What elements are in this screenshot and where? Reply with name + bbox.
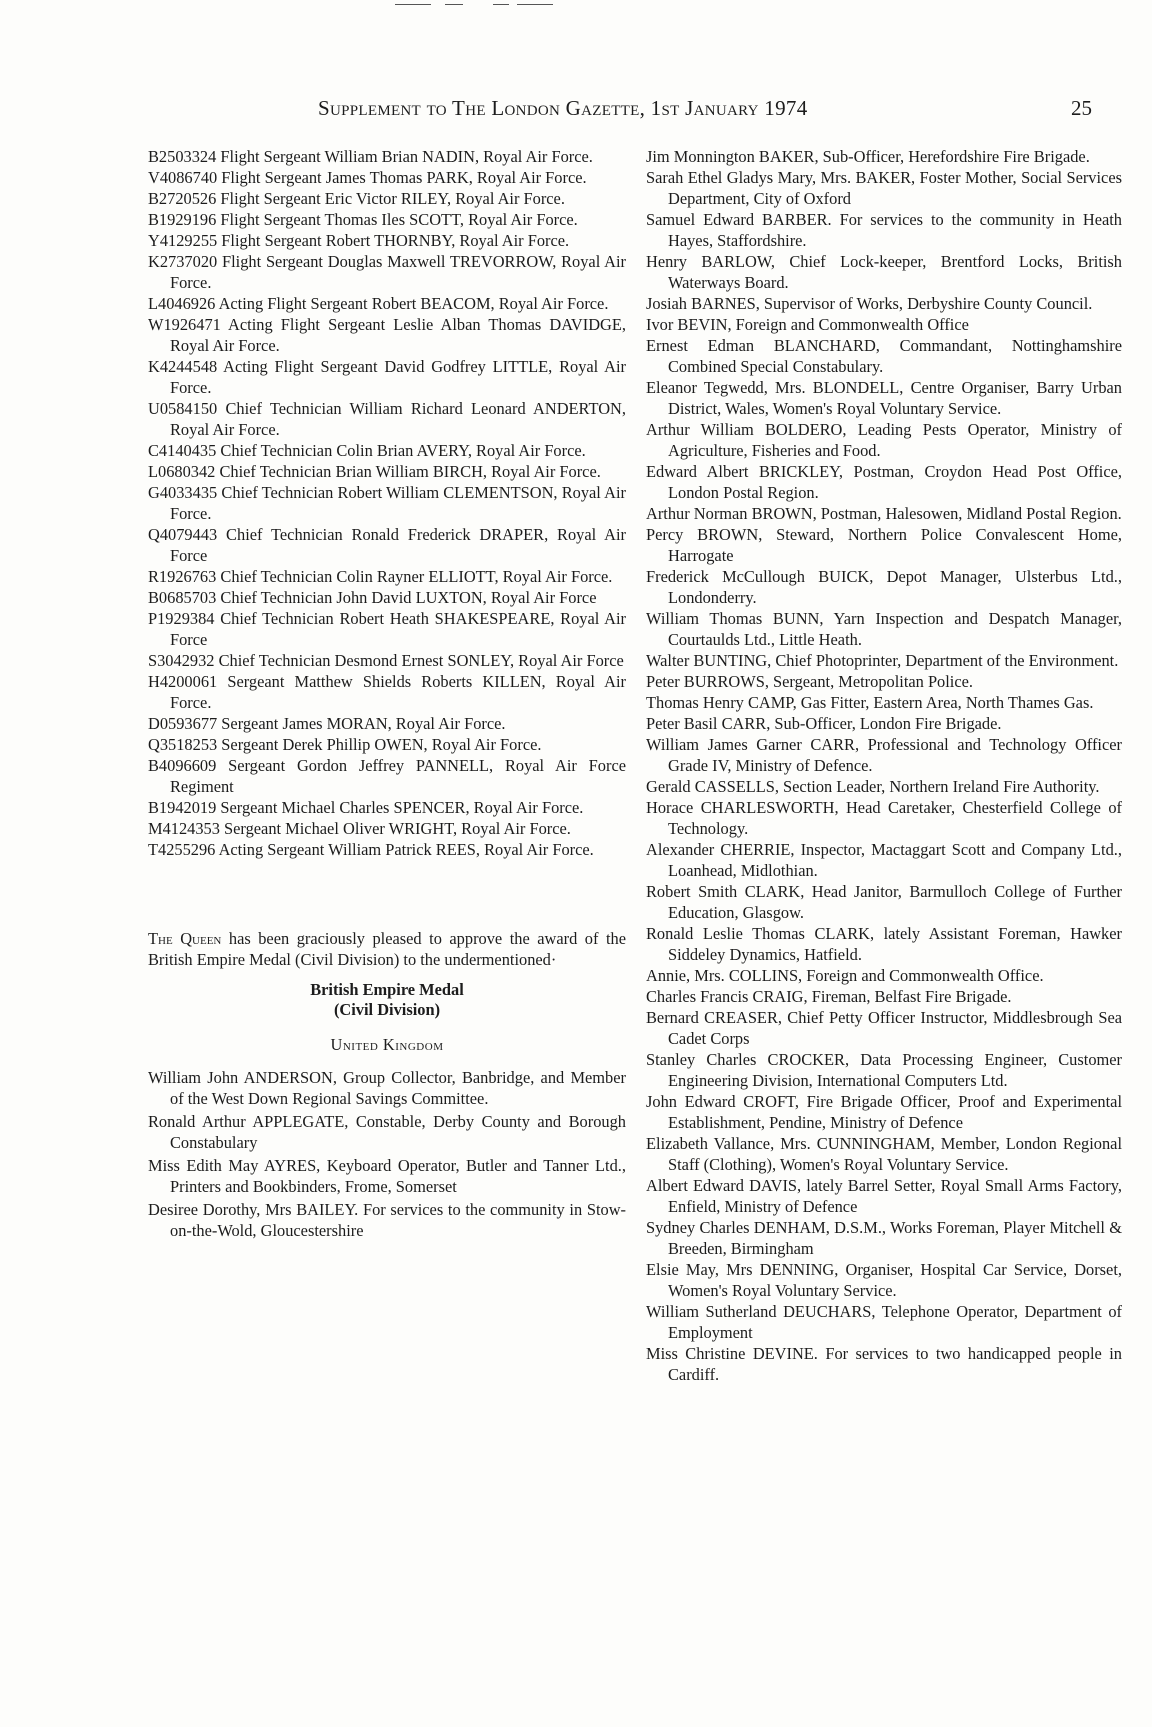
- list-item: Sarah Ethel Gladys Mary, Mrs. BAKER, Foster Mother, Social Services Department, City of Oxford: [646, 168, 1122, 208]
- list-item: Percy BROWN, Steward, Northern Police Convalescent Home, Harrogate: [646, 525, 1122, 565]
- list-item: Peter BURROWS, Sergeant, Metropolitan Police.: [646, 672, 974, 691]
- list-item: B0685703 Chief Technician John David LUXTON, Royal Air Force: [148, 588, 597, 607]
- list-item: M4124353 Sergeant Michael Oliver WRIGHT, Royal Air Force.: [148, 819, 571, 838]
- list-item: K4244548 Acting Flight Sergeant David Godfrey LITTLE, Royal Air Force.: [148, 357, 626, 397]
- civil-entries: [148, 1067, 626, 1241]
- list-item: Alexander CHERRIE, Inspector, Mactaggart Scott and Company Ltd., Loanhead, Midlothian.: [646, 840, 1122, 880]
- list-item: Robert Smith CLARK, Head Janitor, Barmulloch College of Further Education, Glasgow.: [646, 882, 1122, 922]
- right-column: [646, 146, 1122, 1385]
- list-item: Frederick McCullough BUICK, Depot Manager, Ulsterbus Ltd., Londonderry.: [646, 567, 1122, 607]
- list-item: Elizabeth Vallance, Mrs. CUNNINGHAM, Member, London Regional Staff (Clothing), Women's Royal Voluntary Service.: [646, 1134, 1122, 1174]
- list-item: B2503324 Flight Sergeant William Brian NADIN, Royal Air Force.: [148, 147, 593, 166]
- list-item: William Sutherland DEUCHARS, Telephone Operator, Department of Employment: [646, 1302, 1122, 1342]
- list-item: Stanley Charles CROCKER, Data Processing Engineer, Customer Engineering Division, International Computers Ltd.: [646, 1050, 1122, 1090]
- list-item: V4086740 Flight Sergeant James Thomas PARK, Royal Air Force.: [148, 168, 587, 187]
- list-item: R1926763 Chief Technician Colin Rayner ELLIOTT, Royal Air Force.: [148, 567, 613, 586]
- list-item: William John ANDERSON, Group Collector, Banbridge, and Member of the West Down Regional Savings Committee.: [148, 1068, 626, 1108]
- list-item: Miss Christine DEVINE. For services to two handicapped people in Cardiff.: [646, 1344, 1122, 1384]
- list-item: Desiree Dorothy, Mrs BAILEY. For services to the community in Stow-on-the-Wold, Gloucestershire: [148, 1200, 626, 1240]
- announcement-text: has been graciously pleased to approve the award of the British Empire Medal (Civil Division) to the undermentioned·: [148, 929, 626, 969]
- list-item: Charles Francis CRAIG, Fireman, Belfast Fire Brigade.: [646, 987, 1012, 1006]
- list-item: Thomas Henry CAMP, Gas Fitter, Eastern Area, North Thames Gas.: [646, 693, 1094, 712]
- list-item: Josiah BARNES, Supervisor of Works, Derbyshire County Council.: [646, 294, 1093, 313]
- section-title-line2: (Civil Division): [333, 1000, 441, 1019]
- list-item: Q3518253 Sergeant Derek Phillip OWEN, Royal Air Force.: [148, 735, 542, 754]
- list-item: P1929384 Chief Technician Robert Heath SHAKESPEARE, Royal Air Force: [148, 609, 626, 649]
- list-item: William James Garner CARR, Professional and Technology Officer Grade IV, Ministry of Defence.: [646, 735, 1122, 775]
- left-column: [148, 146, 626, 1243]
- announcement-paragraph: [148, 928, 626, 970]
- list-item: H4200061 Sergeant Matthew Shields Roberts KILLEN, Royal Air Force.: [148, 672, 626, 712]
- list-item: B2720526 Flight Sergeant Eric Victor RILEY, Royal Air Force.: [148, 189, 565, 208]
- list-item: Ronald Arthur APPLEGATE, Constable, Derby County and Borough Constabulary: [148, 1112, 626, 1152]
- list-item: Sydney Charles DENHAM, D.S.M., Works Foreman, Player Mitchell & Breeden, Birmingham: [646, 1218, 1122, 1258]
- list-item: Ronald Leslie Thomas CLARK, lately Assistant Foreman, Hawker Siddeley Dynamics, Hatfield.: [646, 924, 1122, 964]
- list-item: Annie, Mrs. COLLINS, Foreign and Commonwealth Office.: [646, 966, 1044, 985]
- list-item: T4255296 Acting Sergeant William Patrick REES, Royal Air Force.: [148, 840, 594, 859]
- list-item: William Thomas BUNN, Yarn Inspection and Despatch Manager, Courtaulds Ltd., Little Heath.: [646, 609, 1122, 649]
- list-item: S3042932 Chief Technician Desmond Ernest SONLEY, Royal Air Force: [148, 651, 624, 670]
- list-item: Henry BARLOW, Chief Lock-keeper, Brentford Locks, British Waterways Board.: [646, 252, 1122, 292]
- list-item: Ernest Edman BLANCHARD, Commandant, Nottinghamshire Combined Special Constabulary.: [646, 336, 1122, 376]
- list-item: C4140435 Chief Technician Colin Brian AVERY, Royal Air Force.: [148, 441, 586, 460]
- list-item: W1926471 Acting Flight Sergeant Leslie Alban Thomas DAVIDGE, Royal Air Force.: [148, 315, 626, 355]
- list-item: L0680342 Chief Technician Brian William BIRCH, Royal Air Force.: [148, 462, 601, 481]
- list-item: Albert Edward DAVIS, lately Barrel Setter, Royal Small Arms Factory, Enfield, Ministry of Defence: [646, 1176, 1122, 1216]
- list-item: Horace CHARLESWORTH, Head Caretaker, Chesterfield College of Technology.: [646, 798, 1122, 838]
- list-item: Arthur Norman BROWN, Postman, Halesowen, Midland Postal Region.: [646, 504, 1122, 523]
- list-item: Walter BUNTING, Chief Photoprinter, Department of the Environment.: [646, 651, 1119, 670]
- list-item: Edward Albert BRICKLEY, Postman, Croydon Head Post Office, London Postal Region.: [646, 462, 1122, 502]
- list-item: U0584150 Chief Technician William Richard Leonard ANDERTON, Royal Air Force.: [148, 399, 626, 439]
- list-item: Samuel Edward BARBER. For services to the community in Heath Hayes, Staffordshire.: [646, 210, 1122, 250]
- list-item: Gerald CASSELLS, Section Leader, Northern Ireland Fire Authority.: [646, 777, 1100, 796]
- section-title-line1: British Empire Medal: [310, 980, 464, 999]
- list-item: Peter Basil CARR, Sub-Officer, London Fire Brigade.: [646, 714, 1002, 733]
- list-item: Arthur William BOLDERO, Leading Pests Operator, Ministry of Agriculture, Fisheries and Food.: [646, 420, 1122, 460]
- raf-entries: [148, 146, 626, 860]
- page-number: 25: [1071, 96, 1092, 120]
- list-item: G4033435 Chief Technician Robert William CLEMENTSON, Royal Air Force.: [148, 483, 626, 523]
- list-item: Y4129255 Flight Sergeant Robert THORNBY, Royal Air Force.: [148, 231, 570, 250]
- list-item: B4096609 Sergeant Gordon Jeffrey PANNELL, Royal Air Force Regiment: [148, 756, 626, 796]
- list-item: B1929196 Flight Sergeant Thomas Iles SCOTT, Royal Air Force.: [148, 210, 578, 229]
- list-item: John Edward CROFT, Fire Brigade Officer, Proof and Experimental Establishment, Pendine, Ministry of Defence: [646, 1092, 1122, 1132]
- section-title: [148, 980, 626, 1020]
- list-item: B1942019 Sergeant Michael Charles SPENCER, Royal Air Force.: [148, 798, 584, 817]
- list-item: Bernard CREASER, Chief Petty Officer Instructor, Middlesbrough Sea Cadet Corps: [646, 1008, 1122, 1048]
- list-item: K2737020 Flight Sergeant Douglas Maxwell TREVORROW, Royal Air Force.: [148, 252, 626, 292]
- list-item: Ivor BEVIN, Foreign and Commonwealth Office: [646, 315, 969, 334]
- list-item: Elsie May, Mrs DENNING, Organiser, Hospital Car Service, Dorset, Women's Royal Voluntary Service.: [646, 1260, 1122, 1300]
- list-item: Jim Monnington BAKER, Sub-Officer, Herefordshire Fire Brigade.: [646, 147, 1090, 166]
- announcement-lead: The Queen: [148, 929, 222, 948]
- page-header: [318, 96, 1092, 121]
- list-item: Eleanor Tegwedd, Mrs. BLONDELL, Centre Organiser, Barry Urban District, Wales, Women's Royal Voluntary Service.: [646, 378, 1122, 418]
- list-item: Miss Edith May AYRES, Keyboard Operator, Butler and Tanner Ltd., Printers and Bookbinders, Frome, Somerset: [148, 1156, 626, 1196]
- list-item: D0593677 Sergeant James MORAN, Royal Air Force.: [148, 714, 506, 733]
- list-item: Q4079443 Chief Technician Ronald Frederick DRAPER, Royal Air Force: [148, 525, 626, 565]
- gazette-title: Supplement to The London Gazette, 1st January 1974: [318, 96, 808, 120]
- subsection-heading: United Kingdom: [330, 1035, 444, 1054]
- list-item: L4046926 Acting Flight Sergeant Robert BEACOM, Royal Air Force.: [148, 294, 609, 313]
